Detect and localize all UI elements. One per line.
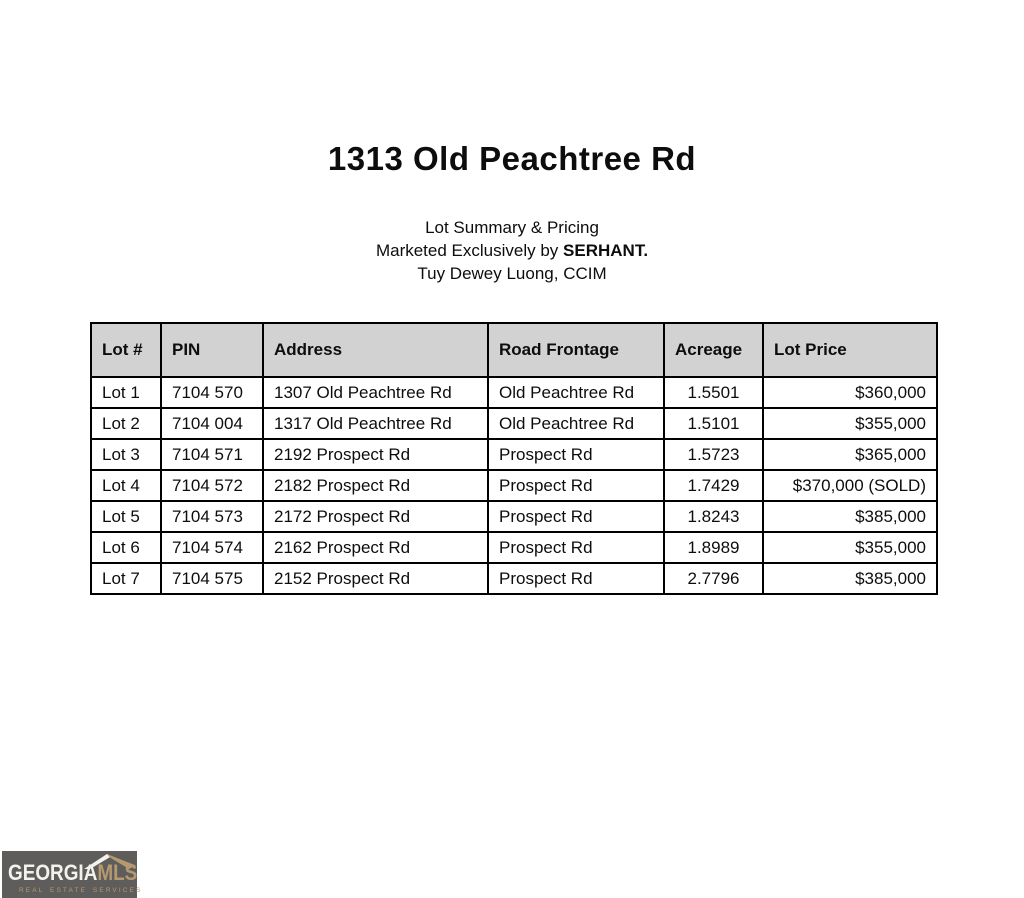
- table-row: [91, 408, 937, 439]
- table-cell: 1.5101: [664, 408, 763, 439]
- header-pin: PIN: [161, 323, 263, 377]
- table-cell: Lot 2: [91, 408, 161, 439]
- lot-summary-table: [90, 322, 938, 595]
- subtitle-line-1: Lot Summary & Pricing: [425, 218, 599, 237]
- table-cell: Lot 5: [91, 501, 161, 532]
- header-lot-number: Lot #: [91, 323, 161, 377]
- table-row: [91, 470, 937, 501]
- subtitle-line-2-brand: SERHANT.: [563, 241, 649, 260]
- table-cell: 2182 Prospect Rd: [263, 470, 488, 501]
- table-cell: 1317 Old Peachtree Rd: [263, 408, 488, 439]
- page-subtitle: [0, 216, 1024, 285]
- table-cell: 1.7429: [664, 470, 763, 501]
- table-cell: Lot 3: [91, 439, 161, 470]
- table-cell: Prospect Rd: [488, 563, 664, 594]
- logo-mls-text: MLS: [97, 860, 138, 885]
- table-cell: $355,000: [763, 408, 937, 439]
- table-header-row: [91, 323, 937, 377]
- table-cell: Lot 4: [91, 470, 161, 501]
- header-address: Address: [263, 323, 488, 377]
- header-road-frontage: Road Frontage: [488, 323, 664, 377]
- header-acreage: Acreage: [664, 323, 763, 377]
- page-title: 1313 Old Peachtree Rd: [327, 140, 697, 177]
- table-cell: 2.7796: [664, 563, 763, 594]
- header-lot-price: Lot Price: [763, 323, 937, 377]
- table-row: [91, 501, 937, 532]
- table-cell: Prospect Rd: [488, 532, 664, 563]
- lot-table-body: [91, 377, 937, 594]
- table-cell: 7104 574: [161, 532, 263, 563]
- table-cell: 1.8243: [664, 501, 763, 532]
- logo-tagline: REAL ESTATE SERVICES: [19, 887, 143, 894]
- table-cell: 2192 Prospect Rd: [263, 439, 488, 470]
- table-cell: Lot 6: [91, 532, 161, 563]
- table-cell: 7104 004: [161, 408, 263, 439]
- table-row: [91, 439, 937, 470]
- georgia-mls-logo: [2, 851, 143, 898]
- table-cell: $385,000: [763, 563, 937, 594]
- table-cell: 7104 572: [161, 470, 263, 501]
- table-cell: Prospect Rd: [488, 439, 664, 470]
- table-row: [91, 563, 937, 594]
- table-cell: $365,000: [763, 439, 937, 470]
- subtitle-line-3: Tuy Dewey Luong, CCIM: [417, 264, 607, 283]
- table-cell: $370,000 (SOLD): [763, 470, 937, 501]
- table-cell: 7104 573: [161, 501, 263, 532]
- table-cell: $360,000: [763, 377, 937, 408]
- logo-brand-text: [8, 862, 137, 884]
- table-cell: 1.8989: [664, 532, 763, 563]
- table-cell: Lot 1: [91, 377, 161, 408]
- table-cell: 2162 Prospect Rd: [263, 532, 488, 563]
- table-cell: Prospect Rd: [488, 501, 664, 532]
- subtitle-line-2: [0, 239, 1024, 262]
- table-cell: 2152 Prospect Rd: [263, 563, 488, 594]
- table-cell: 7104 570: [161, 377, 263, 408]
- table-cell: Lot 7: [91, 563, 161, 594]
- table-cell: Old Peachtree Rd: [488, 377, 664, 408]
- table-cell: 2172 Prospect Rd: [263, 501, 488, 532]
- table-cell: $355,000: [763, 532, 937, 563]
- table-cell: $385,000: [763, 501, 937, 532]
- table-cell: 1.5501: [664, 377, 763, 408]
- table-row: [91, 377, 937, 408]
- table-cell: 1307 Old Peachtree Rd: [263, 377, 488, 408]
- table-cell: 7104 575: [161, 563, 263, 594]
- table-cell: 1.5723: [664, 439, 763, 470]
- table-cell: Prospect Rd: [488, 470, 664, 501]
- subtitle-line-2-prefix: Marketed Exclusively by: [375, 241, 564, 260]
- logo-georgia-text: GEORGIA: [8, 860, 98, 885]
- table-cell: 7104 571: [161, 439, 263, 470]
- table-cell: Old Peachtree Rd: [488, 408, 664, 439]
- table-row: [91, 532, 937, 563]
